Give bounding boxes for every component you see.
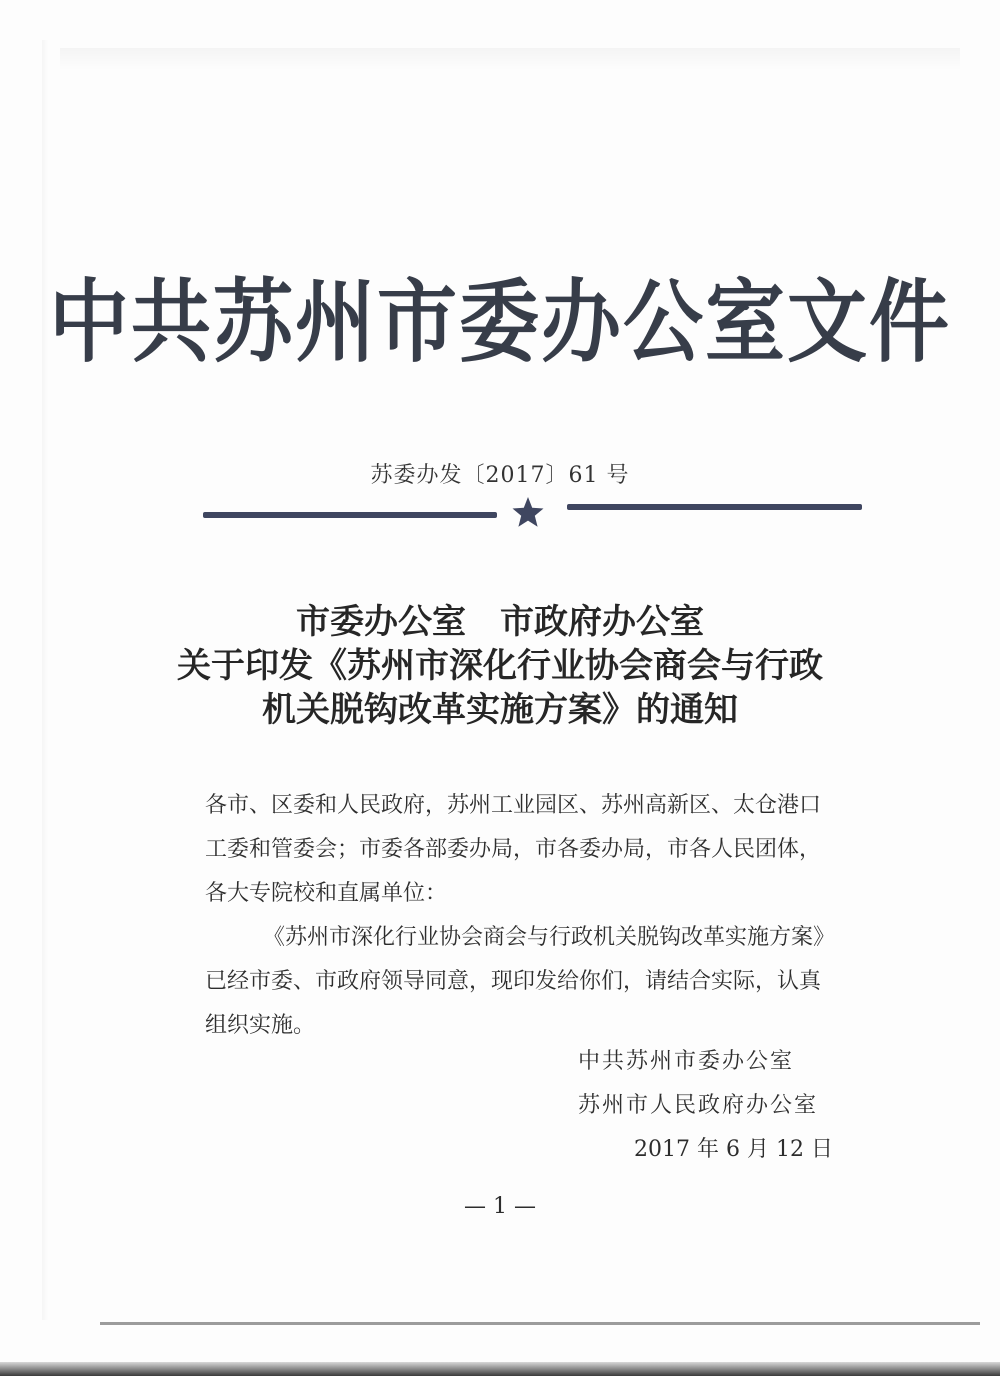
body-paragraph	[205, 916, 875, 1048]
notice-title-line-2: 关于印发《苏州市深化行业协会商会与行政	[177, 646, 823, 686]
body-line-1: 《苏州市深化行业协会商会与行政机关脱钩改革实施方案》	[263, 925, 836, 950]
notice-title-line-1: 市委办公室 市政府办公室	[296, 602, 704, 642]
document-header-title: 中共苏州市委办公室文件	[49, 270, 951, 375]
signature-block	[578, 1040, 833, 1172]
recipients-line-3: 各大专院校和直属单位：	[205, 881, 448, 906]
scan-shadow-top	[60, 48, 960, 70]
body-line-2: 已经市委、市政府领导同意，现印发给你们，请结合实际，认真	[205, 969, 822, 994]
header-divider-left	[203, 512, 497, 518]
recipients-line-1: 各市、区委和人民政府，苏州工业园区、苏州高新区、太仓港口	[205, 793, 822, 818]
page-number: — 1 —	[464, 1194, 536, 1219]
scan-bottom-edge	[100, 1322, 980, 1325]
body-line-3: 组织实施。	[205, 1013, 316, 1038]
star-icon	[508, 492, 548, 532]
document-number: 苏委办发〔2017〕61 号	[370, 463, 630, 488]
recipients-block	[205, 784, 875, 916]
signature-org-1: 中共苏州市委办公室	[578, 1049, 795, 1074]
notice-title	[0, 600, 1000, 732]
signature-date: 2017 年 6 月 12 日	[634, 1137, 833, 1162]
scan-bottom-shadow	[0, 1362, 1000, 1376]
header-divider-right	[567, 504, 862, 510]
recipients-line-2: 工委和管委会；市委各部委办局，市各委办局，市各人民团体，	[205, 837, 822, 862]
signature-org-2: 苏州市人民政府办公室	[578, 1093, 819, 1118]
notice-title-line-3: 机关脱钩改革实施方案》的通知	[262, 690, 738, 730]
